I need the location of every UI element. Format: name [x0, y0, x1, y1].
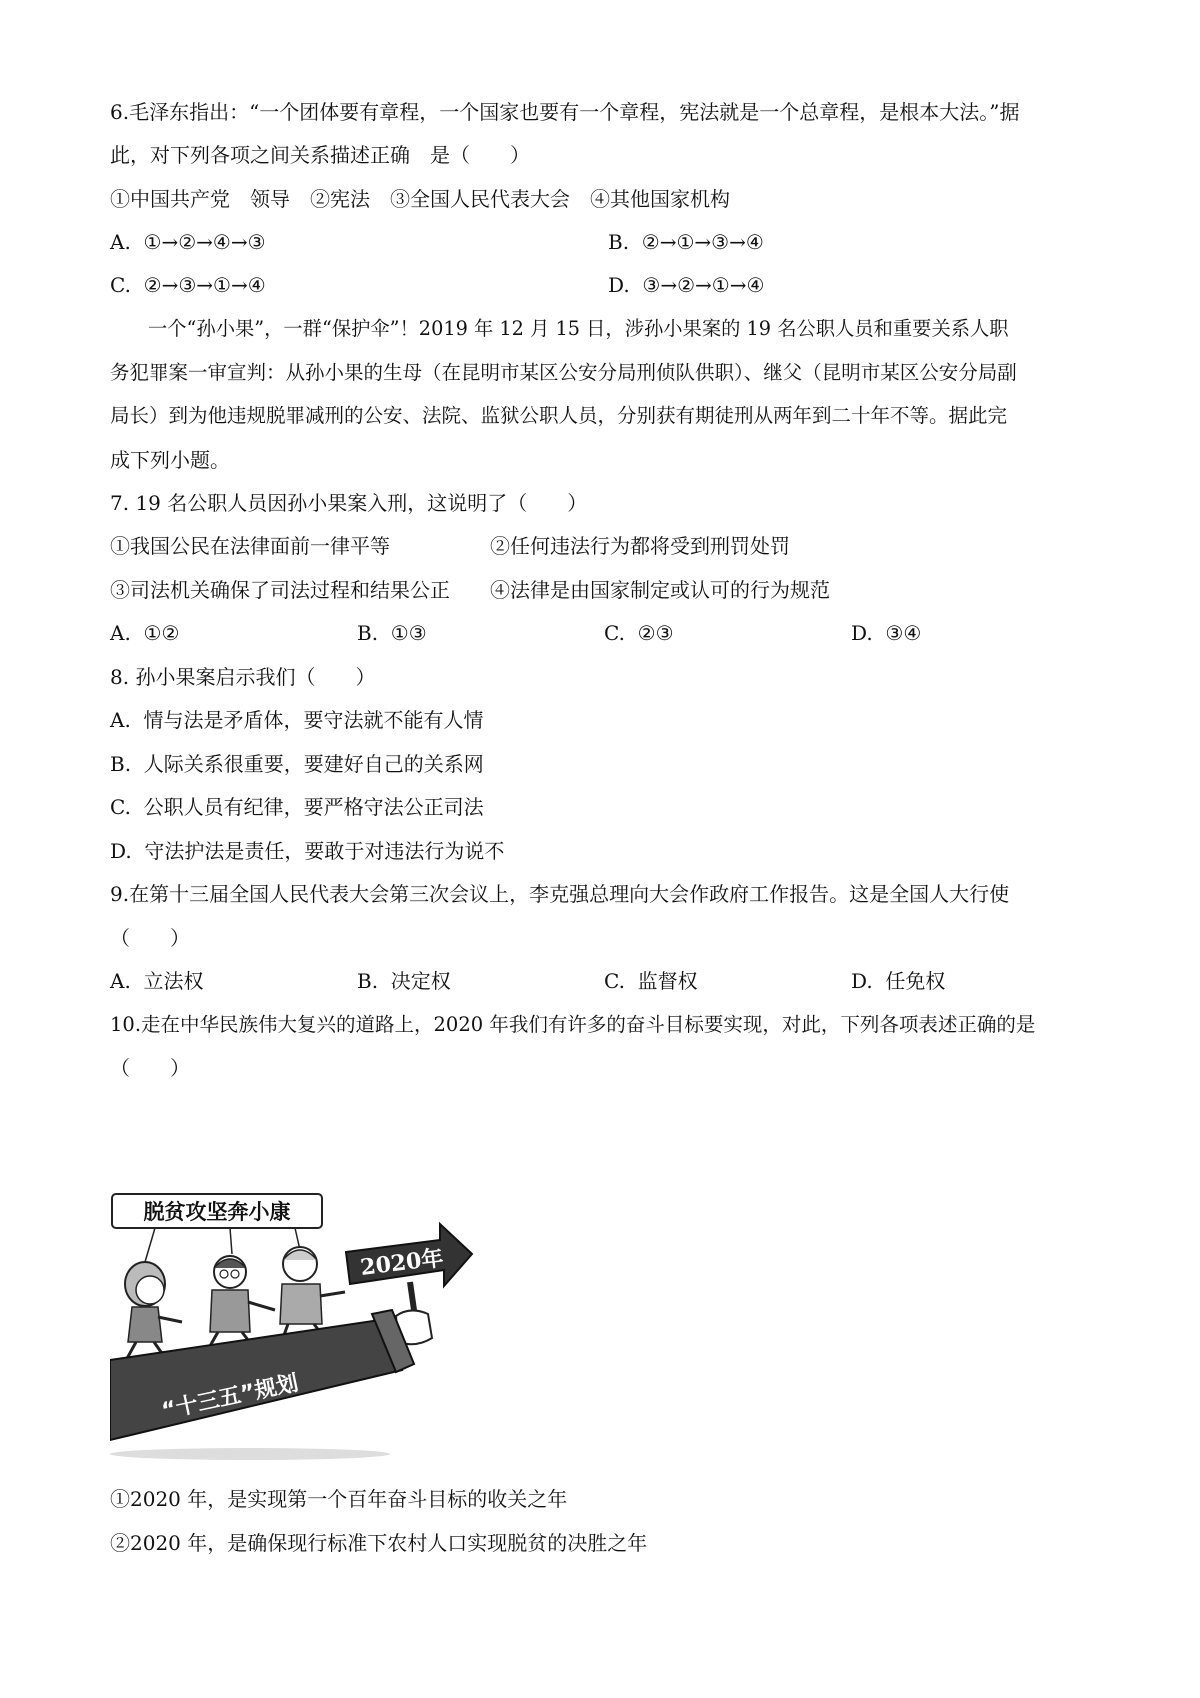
option-letter: C.: [110, 273, 131, 297]
q9-stem-line2: （ ）: [110, 926, 190, 950]
option-text: ②→③→①→④: [143, 273, 266, 297]
q8-option-d: [110, 837, 504, 865]
option-text: 立法权: [143, 969, 204, 993]
option-letter: C.: [604, 969, 625, 993]
q8-option-b: [110, 750, 484, 778]
option-letter: C.: [110, 795, 131, 819]
q8-stem: 8. 孙小果案启示我们（ ）: [110, 665, 376, 689]
q7-option-d: [851, 619, 921, 647]
material-line2: 务犯罪案一审宣判：从孙小果的生母（在昆明市某区公安分局刑侦队供职）、继父（昆明市某区公安分局副: [110, 361, 1017, 384]
q6-option-b: [608, 228, 764, 256]
q6-option-c: [110, 271, 266, 299]
q10-item-2: ②2020 年，是确保现行标准下农村人口实现脱贫的决胜之年: [110, 1531, 648, 1555]
q7-item-4: ④法律是由国家制定或认可的行为规范: [490, 578, 830, 602]
option-text: 监督权: [637, 969, 698, 993]
q7-item-1: ①我国公民在法律面前一律平等: [110, 534, 390, 558]
option-letter: D.: [851, 621, 873, 645]
q10-stem-line2: （ ）: [110, 1056, 190, 1080]
q9-option-a: [110, 967, 204, 995]
option-letter: A.: [110, 230, 131, 254]
q7-option-c: [604, 619, 674, 647]
option-letter: B.: [357, 969, 379, 993]
q7-option-b: [357, 619, 427, 647]
q6-stem-line1: 6.毛泽东指出：“一个团体要有章程，一个国家也要有一个章程，宪法就是一个总章程，是根本大法。”据: [110, 100, 1020, 124]
option-letter: A.: [110, 969, 131, 993]
option-text: ①②: [143, 621, 180, 645]
q9-stem-line1: 9.在第十三届全国人民代表大会第三次会议上，李克强总理向大会作政府工作报告。这是全国人大行使: [110, 882, 1010, 906]
q10-stem-line1: 10.走在中华民族伟大复兴的道路上，2020 年我们有许多的奋斗目标要实现，对此，下列各项表述正确的是: [110, 1013, 1036, 1036]
option-letter: C.: [604, 621, 625, 645]
option-text: ②③: [637, 621, 674, 645]
q9-option-d: [851, 967, 945, 995]
q9-option-c: [604, 967, 698, 995]
q6-option-a: [110, 228, 266, 256]
option-letter: B.: [110, 752, 132, 776]
option-letter: A.: [110, 621, 131, 645]
option-letter: B.: [357, 621, 379, 645]
option-text: 公职人员有纪律，要严格守法公正司法: [143, 795, 484, 819]
cartoon-banner-text: 脱贫攻坚奔小康: [143, 1200, 291, 1224]
q10-item-1: ①2020 年，是实现第一个百年奋斗目标的收关之年: [110, 1487, 568, 1511]
material-line1: 一个“孙小果”，一群“保护伞”！2019 年 12 月 15 日，涉孙小果案的 19 名公职人员和重要关系人职: [148, 317, 1009, 340]
option-text: ③④: [885, 621, 922, 645]
q9-option-b: [357, 967, 451, 995]
q6-option-d: [608, 271, 764, 299]
option-letter: D.: [110, 839, 132, 863]
q8-option-a: [110, 706, 484, 734]
option-text: ①→②→④→③: [143, 230, 266, 254]
material-line3: 局长）到为他违规脱罪减刑的公安、法院、监狱公职人员，分别获有期徒刑从两年到二十年不等。据此完: [110, 404, 1008, 427]
option-letter: D.: [851, 969, 873, 993]
option-letter: A.: [110, 708, 131, 732]
sleeve-text: “十三五”规划: [159, 1370, 301, 1425]
option-text: ③→②→①→④: [642, 273, 765, 297]
option-text: ②→①→③→④: [641, 230, 764, 254]
q8-option-c: [110, 793, 484, 821]
option-text: 情与法是矛盾体，要守法就不能有人情: [143, 708, 484, 732]
q7-stem: 7. 19 名公职人员因孙小果案入刑，这说明了（ ）: [110, 491, 588, 515]
q6-items: ①中国共产党 领导 ②宪法 ③全国人民代表大会 ④其他国家机构: [110, 187, 730, 211]
option-text: 守法护法是责任，要敢于对违法行为说不: [144, 839, 505, 863]
q7-option-a: [110, 619, 179, 647]
option-letter: B.: [608, 230, 630, 254]
option-text: ①③: [390, 621, 427, 645]
cartoon-illustration: [110, 1192, 480, 1462]
q6-stem-line2: 此，对下列各项之间关系描述正确 是（ ）: [110, 143, 530, 167]
q7-item-3: ③司法机关确保了司法过程和结果公正: [110, 578, 450, 602]
material-line4: 成下列小题。: [110, 448, 230, 472]
option-text: 任免权: [885, 969, 946, 993]
q7-item-2: ②任何违法行为都将受到刑罚处罚: [490, 534, 790, 558]
option-text: 决定权: [390, 969, 451, 993]
runner-figure-icon: [124, 1262, 182, 1364]
option-letter: D.: [608, 273, 630, 297]
option-text: 人际关系很重要，要建好自己的关系网: [143, 752, 484, 776]
sign-text: 2020年: [358, 1245, 445, 1281]
